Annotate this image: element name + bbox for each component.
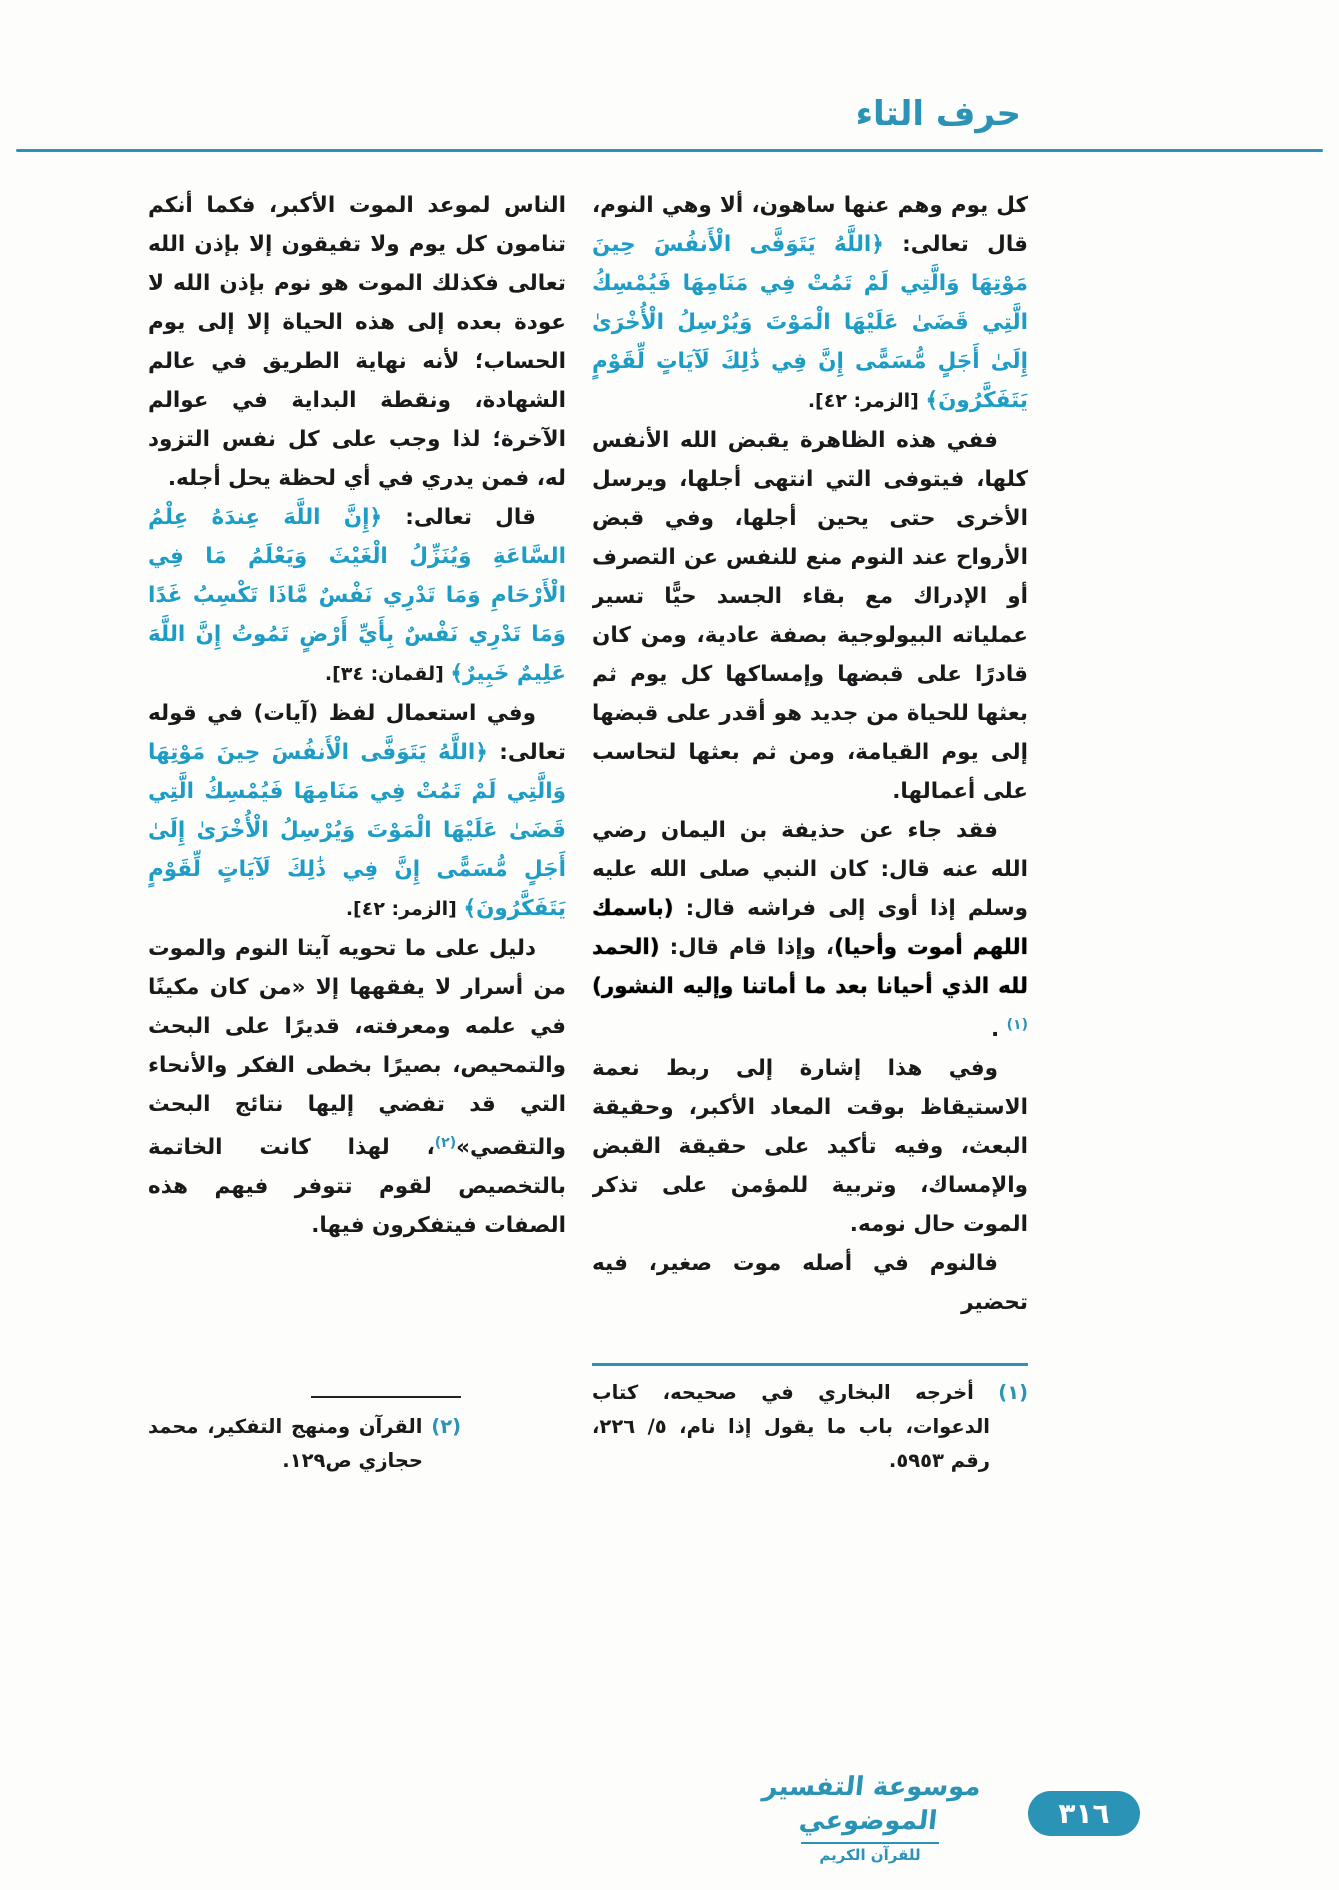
text-run: وفي استعمال لفظ (آيات) في قوله تعالى: [148,701,566,765]
text-run: دليل على ما تحويه آيتا النوم والموت من أسرار لا يفقهها إلا «من كان مكينًا في علمه ومعرفته، قديرًا على البحث والتمحيص، بصيرًا بخطى الفكر والأنحاء التي قد تفضي إليها نتائج البحث والتقصي» [148,936,566,1160]
footnote-marker: (٢) [434,1135,457,1151]
verse-reference: [لقمان: ٣٤]. [324,663,451,685]
paragraph [148,186,566,498]
right-column-footnotes [592,1363,1028,1478]
footnote-number: (١) [973,1381,1028,1404]
quran-verse: ﴿اللَّهُ يَتَوَفَّى الْأَنفُسَ حِينَ مَوْتِهَا وَالَّتِي لَمْ تَمُتْ فِي مَنَامِهَا فَيُمْسِكُ الَّتِي قَضَىٰ عَلَيْهَا الْمَوْتَ وَيُرْسِلُ الْأُخْرَىٰ إِلَىٰ أَجَلٍ مُّسَمًّى إِنَّ فِي ذَٰلِكَ لَآيَاتٍ لِّقَوْمٍ يَتَفَكَّرُونَ﴾ [148,740,566,921]
footnote-separator [592,1363,1028,1366]
text-run: فقد جاء عن حذيفة بن اليمان رضي الله عنه قال: كان النبي صلى الله عليه وسلم إذا أوى إلى فراشه قال: [592,818,1028,921]
paragraph [592,811,1028,1049]
verse-reference: [الزمر: ٤٢]. [807,390,926,412]
text-columns [148,186,1028,1478]
page-number-badge: ٣١٦ [1028,1791,1140,1836]
paragraph [592,421,1028,811]
hadith-text: (باسمك اللهم أموت وأحيا) [592,896,1028,960]
text-run: الناس لموعد الموت الأكبر، فكما أنكم تنامون كل يوم ولا تفيقون إلا بإذن الله تعالى فكذلك الموت هو نوم بإذن الله لا عودة بعده إلى هذه الحياة إلا إلى يوم الحساب؛ لأنه نهاية الطريق في عالم الشهادة، ونقطة البداية في عوالم الآخرة؛ لذا وجب على كل نفس التزود له، فمن يدري في أي لحظة يحل أجله. [148,193,566,491]
left-column-text [148,186,566,1245]
paragraph [148,694,566,929]
paragraph [148,498,566,694]
header-rule [16,149,1323,152]
text-run: كل يوم وهم عنها ساهون، ألا وهي النوم، قال تعالى: [592,193,1028,257]
paragraph [592,1049,1028,1244]
text-run: ، لهذا كانت الخاتمة بالتخصيص لقوم تتوفر فيهم هذه الصفات فيتفكرون فيها. [148,1135,566,1238]
right-column-text [592,186,1028,1322]
text-run: ، وإذا قام قال: [659,935,835,960]
book-logo-calligraphy [745,1770,995,1864]
left-footnote-entries [148,1410,461,1478]
footnote-number: (٢) [422,1415,462,1438]
text-run: فالنوم في أصله موت صغير، فيه تحضير [592,1251,1028,1315]
left-column [148,186,566,1478]
footnote [592,1376,1028,1478]
footnote-text: القرآن ومنهج التفكير، محمد حجازي ص١٢٩. [148,1415,423,1472]
verse-reference: [الزمر: ٤٢]. [345,898,464,920]
left-footnote-inner [148,1396,461,1478]
quran-verse: ﴿اللَّهُ يَتَوَفَّى الْأَنفُسَ حِينَ مَوْتِهَا وَالَّتِي لَمْ تَمُتْ فِي مَنَامِهَا فَيُمْسِكُ الَّتِي قَضَىٰ عَلَيْهَا الْمَوْتَ وَيُرْسِلُ الْأُخْرَىٰ إِلَىٰ أَجَلٍ مُّسَمًّى إِنَّ فِي ذَٰلِكَ لَآيَاتٍ لِّقَوْمٍ يَتَفَكَّرُونَ﴾ [592,232,1028,413]
text-run: وفي هذا إشارة إلى ربط نعمة الاستيقاظ بوقت المعاد الأكبر، وحقيقة البعث، وفيه تأكيد على حقيقة القبض والإمساك، وتربية للمؤمن على تذكر الموت حال نومه. [592,1056,1028,1237]
text-run: ففي هذه الظاهرة يقبض الله الأنفس كلها، فيتوفى التي انتهى أجلها، ويرسل الأخرى حتى يحين أجلها، وفي قبض الأرواح عند النوم منع للنفس عن التصرف أو الإدراك مع بقاء الجسد حيًّا تسير عملياته البيولوجية بصفة عادية، ومن كان قادرًا على قبضها وإمساكها كل يوم ثم بعثها للحياة من جديد هو أقدر على قبضها إلى يوم القيامة، ومن ثم بعثها لتحاسب على أعمالها. [592,428,1028,804]
paragraph [148,929,566,1245]
page-content [148,186,1028,1478]
footnote [148,1410,461,1478]
quran-verse: ﴿إِنَّ اللَّهَ عِندَهُ عِلْمُ السَّاعَةِ وَيُنَزِّلُ الْغَيْثَ وَيَعْلَمُ مَا فِي الْأَرْحَامِ وَمَا تَدْرِي نَفْسٌ مَّاذَا تَكْسِبُ غَدًا وَمَا تَدْرِي نَفْسٌ بِأَيِّ أَرْضٍ تَمُوتُ إِنَّ اللَّهَ عَلِيمٌ خَبِيرٌ﴾ [148,505,566,686]
paragraph [592,186,1028,421]
logo-title: موسوعة التفسير الموضوعي [761,1772,983,1836]
footnote-separator [311,1396,461,1398]
logo-subtitle: للقرآن الكريم [801,1842,938,1864]
text-run: قال تعالى: [382,505,536,530]
left-column-footnotes [148,1396,566,1478]
text-run: . [990,1017,1007,1042]
footnote-marker: (١) [1006,1017,1028,1033]
footnote-text: أخرجه البخاري في صحيحه، كتاب الدعوات، باب ما يقول إذا نام، ٥/ ٢٢٦، رقم ٥٩٥٣. [592,1381,990,1472]
right-column [592,186,1028,1478]
hadith-text: (الحمد لله الذي أحيانا بعد ما أماتنا وإليه النشور) [592,935,1028,999]
paragraph [592,1244,1028,1322]
chapter-title: حرف التاء [855,94,1021,134]
right-footnote-entries [592,1376,1028,1478]
